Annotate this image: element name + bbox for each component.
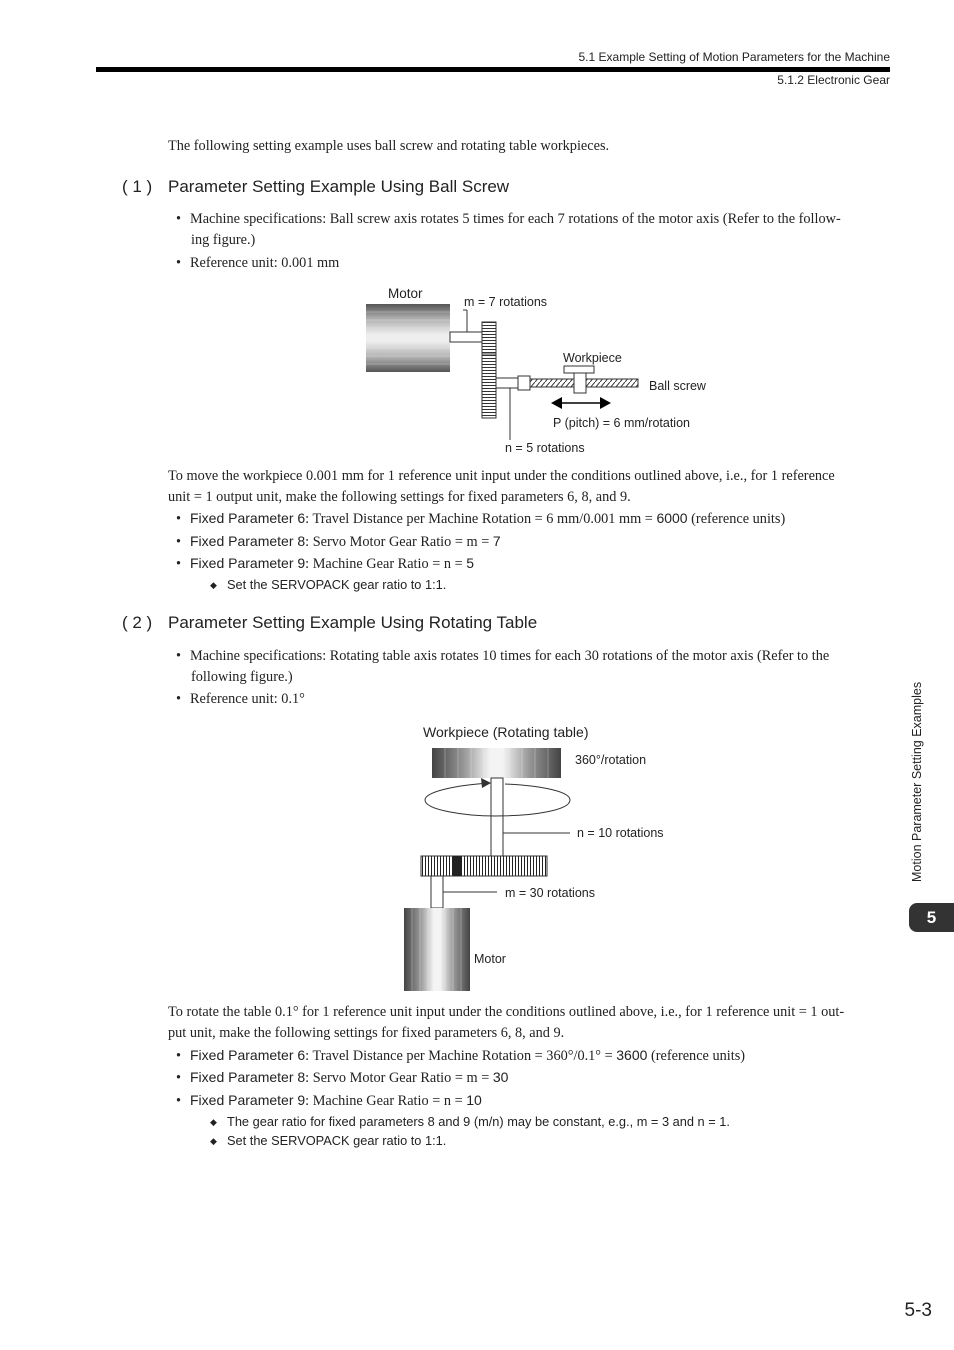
- section1-body-line2: unit = 1 output unit, make the following settings for fixed parameters 6, 8, and 9.: [168, 489, 631, 505]
- note-text: Set the SERVOPACK gear ratio to 1:1.: [227, 577, 447, 592]
- param-text: : Machine Gear Ratio = n =: [305, 1093, 467, 1109]
- motor-gear: [482, 322, 496, 354]
- page-number: 5-3: [904, 1300, 932, 1321]
- section1-spec: • Machine specifications: Ball screw axis rotates 5 times for each 7 rotations of the motor axis (Refer to the follow- ing figure.): [176, 211, 841, 248]
- note-text: Set the SERVOPACK gear ratio to 1:1.: [227, 1133, 447, 1148]
- section2-heading: [122, 613, 537, 633]
- param-value: 10: [466, 1092, 482, 1108]
- section2-spec: • Machine specifications: Rotating table axis rotates 10 times for each 30 rotations of the motor axis (Refer to the following figure.): [176, 648, 830, 685]
- motor-shaft: [450, 332, 482, 342]
- param-name: Fixed Parameter 6: [190, 510, 306, 526]
- table-gear: [421, 856, 547, 876]
- table-shaft: [491, 778, 503, 856]
- header-rule: [96, 67, 890, 72]
- param-value: 3600: [616, 1047, 648, 1063]
- fig1-ball-screw-label: Ball screw: [649, 379, 706, 393]
- section2-param-9: • Fixed Parameter 9: Machine Gear Ratio = n = 10: [176, 1092, 482, 1109]
- chapter-side-label-text: Motion Parameter Setting Examples: [910, 681, 924, 882]
- param-suffix: (reference units): [647, 1048, 746, 1064]
- param-text: : Travel Distance per Machine Rotation = 6 mm/0.001 mm =: [305, 511, 657, 527]
- section2-spec-line2: following figure.): [191, 669, 293, 685]
- section2-body-line1: To rotate the table 0.1° for 1 reference unit input under the conditions outlined above, i.e., for 1 reference unit = 1 out-: [168, 1004, 845, 1020]
- chapter-tab: 5: [909, 903, 954, 932]
- motor-shaft-2: [431, 876, 443, 908]
- section1-heading: [122, 177, 509, 197]
- motor-body-2: [404, 908, 470, 991]
- fig1-n-rotations-label: n = 5 rotations: [505, 441, 585, 455]
- section2-title: Parameter Setting Example Using Rotating Table: [168, 613, 538, 632]
- section2-reference-unit-text: Reference unit: 0.1°: [190, 691, 305, 707]
- section1-param-6: • Fixed Parameter 6: Travel Distance per Machine Rotation = 6 mm/0.001 mm = 6000 (reference units): [176, 510, 786, 527]
- section1-title: Parameter Setting Example Using Ball Screw: [168, 177, 510, 196]
- fig2-m-rotations-label: m = 30 rotations: [505, 886, 595, 900]
- chapter-side-label: [906, 650, 932, 882]
- rotating-table-figure: [395, 740, 675, 1000]
- section2-param-8: • Fixed Parameter 8: Servo Motor Gear Ratio = m = 30: [176, 1069, 509, 1086]
- section1-number: ( 1 ): [122, 177, 153, 196]
- param-text: : Machine Gear Ratio = n =: [305, 556, 467, 572]
- section2-note-2: ◆ Set the SERVOPACK gear ratio to 1:1.: [210, 1133, 447, 1148]
- param-value: 5: [466, 555, 475, 571]
- fig1-workpiece-label: Workpiece: [563, 351, 622, 365]
- section2-param-6: • Fixed Parameter 6: Travel Distance per Machine Rotation = 360°/0.1° = 3600 (reference units): [176, 1047, 746, 1064]
- param-name: Fixed Parameter 6: [190, 1047, 306, 1063]
- section2-spec-line1: Machine specifications: Rotating table axis rotates 10 times for each 30 rotations of the motor axis (Refer to the: [190, 648, 830, 664]
- section1-note: ◆ Set the SERVOPACK gear ratio to 1:1.: [210, 577, 447, 592]
- note-text: The gear ratio for fixed parameters 8 and 9 (m/n) may be constant, e.g., m = 3 and n = 1.: [227, 1114, 730, 1129]
- section1-body-line1: To move the workpiece 0.001 mm for 1 reference unit input under the conditions outlined above, i.e., for 1 reference: [168, 468, 835, 484]
- fig2-n-rotations-label: n = 10 rotations: [577, 826, 664, 840]
- param-suffix: (reference units): [687, 511, 786, 527]
- header-section-title: 5.1 Example Setting of Motion Parameters for the Machine: [578, 50, 890, 64]
- param-value: 6000: [656, 510, 688, 526]
- fig2-workpiece-label: Workpiece (Rotating table): [423, 724, 589, 740]
- param-name: Fixed Parameter 9: [190, 1092, 306, 1108]
- param-text: : Servo Motor Gear Ratio = m =: [305, 1070, 493, 1086]
- section1-body: [168, 466, 890, 508]
- section2-body: [168, 1002, 890, 1044]
- param-name: Fixed Parameter 8: [190, 1069, 306, 1085]
- section1-reference-unit-text: Reference unit: 0.001 mm: [190, 255, 340, 271]
- section1-reference-unit: • Reference unit: 0.001 mm: [176, 255, 340, 271]
- section1-spec-line1: Machine specifications: Ball screw axis rotates 5 times for each 7 rotations of the motor axis (Refer to the follow-: [190, 211, 841, 227]
- section2-note-1: ◆ The gear ratio for fixed parameters 8 and 9 (m/n) may be constant, e.g., m = 3 and n = 1.: [210, 1114, 730, 1129]
- section2-reference-unit: • Reference unit: 0.1°: [176, 691, 305, 707]
- param-value: 30: [492, 1069, 509, 1085]
- param-text: : Travel Distance per Machine Rotation = 360°/0.1° =: [305, 1048, 617, 1064]
- fig1-motor-label: Motor: [388, 286, 423, 301]
- fig2-motor-label: Motor: [474, 952, 506, 966]
- fig1-m-rotations-label: m = 7 rotations: [464, 295, 548, 309]
- intro-text: The following setting example uses ball screw and rotating table workpieces.: [168, 138, 610, 154]
- param-value: 7: [492, 533, 501, 549]
- section1-spec-line2: ing figure.): [191, 232, 256, 248]
- section1-param-9: • Fixed Parameter 9: Machine Gear Ratio = n = 5: [176, 555, 475, 572]
- fig1-pitch-label: P (pitch) = 6 mm/rotation: [553, 416, 690, 430]
- workpiece-block: [564, 366, 594, 373]
- motor-body: [366, 304, 450, 372]
- param-name: Fixed Parameter 9: [190, 555, 306, 571]
- header-subsection-title: 5.1.2 Electronic Gear: [777, 73, 890, 87]
- section2-body-line2: put unit, make the following settings for fixed parameters 6, 8, and 9.: [168, 1025, 565, 1041]
- screw-gear: [482, 354, 496, 418]
- fig2-deg-rotation-label: 360°/rotation: [575, 753, 647, 767]
- param-name: Fixed Parameter 8: [190, 533, 306, 549]
- section1-param-8: • Fixed Parameter 8: Servo Motor Gear Ratio = m = 7: [176, 533, 501, 550]
- section2-number: ( 2 ): [122, 613, 153, 632]
- rotating-table: [432, 748, 561, 778]
- param-text: : Servo Motor Gear Ratio = m =: [305, 534, 493, 550]
